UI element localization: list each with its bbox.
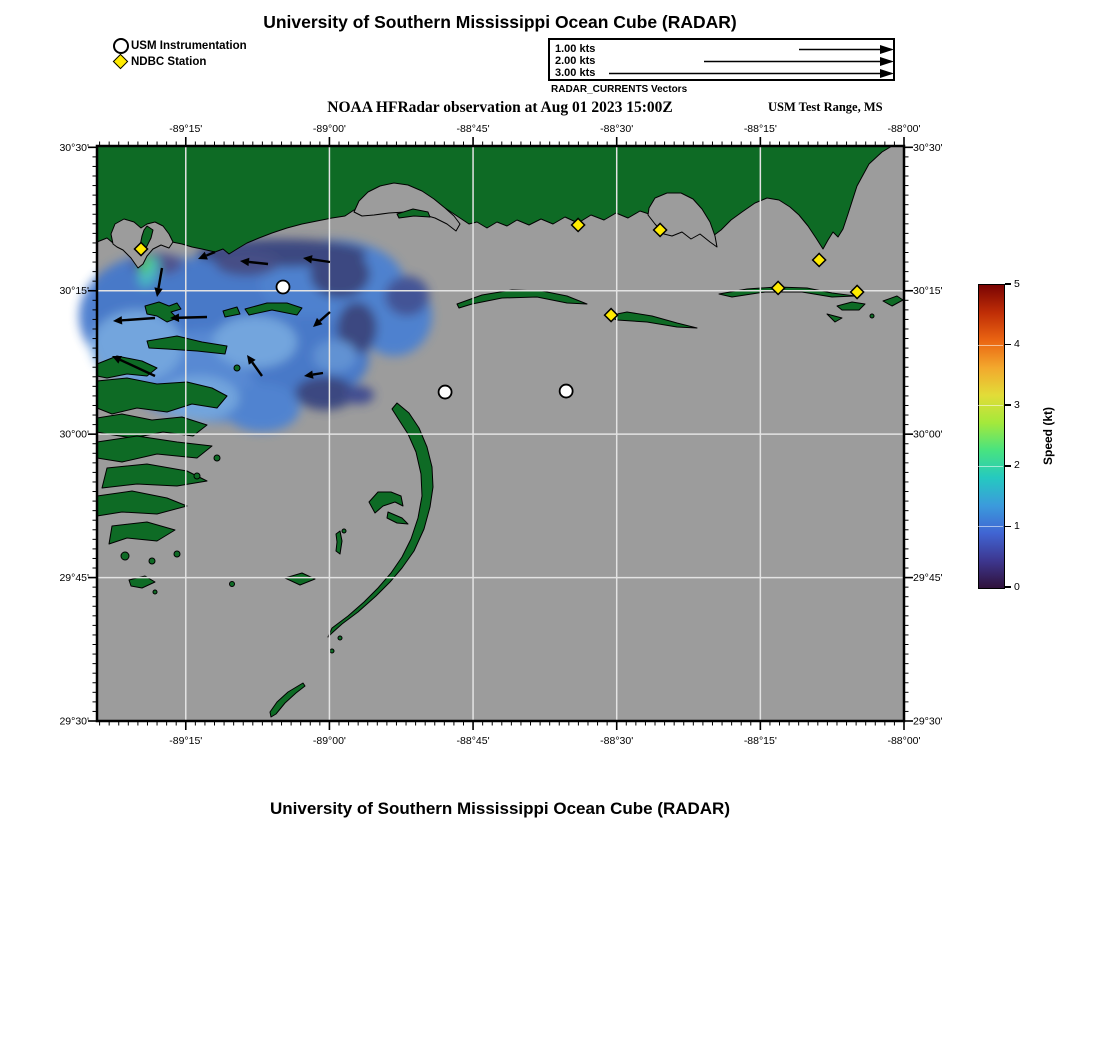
axis-tick-label: -88°30' (600, 735, 634, 747)
axis-tick-label: -88°45' (456, 735, 490, 747)
colorbar-tick-label: 2 (1014, 459, 1020, 472)
colorbar-tick-label: 5 (1014, 277, 1020, 290)
colorbar-gridline (978, 466, 1003, 467)
axis-tick-label: -88°00' (887, 735, 921, 747)
usm-instrumentation-marker (276, 281, 289, 294)
axis-tick-label: 30°15' (59, 285, 89, 298)
axis-tick-label: -88°15' (743, 123, 777, 135)
colorbar-tick (1005, 465, 1011, 467)
axis-tick-label: 29°30' (59, 715, 89, 728)
axis-tick-label: 30°00' (913, 428, 943, 441)
axis-tick-label: 29°45' (59, 572, 89, 585)
vector-scale-row-label: 1.00 kts (555, 42, 596, 55)
colorbar-gridline (978, 526, 1003, 527)
test-range-label: USM Test Range, MS (768, 100, 883, 114)
current-arrow (313, 373, 323, 375)
axis-tick-label: -89°15' (169, 735, 203, 747)
observation-subtitle: NOAA HFRadar observation at Aug 01 2023 15:00Z (327, 99, 673, 116)
axis-tick-label: -89°15' (169, 123, 203, 135)
marsh-dot (121, 552, 129, 560)
colorbar-tick-label: 0 (1014, 580, 1020, 593)
chandeleur-dot (338, 636, 342, 640)
axis-tick-label: 30°15' (913, 285, 943, 298)
current-arrow (179, 317, 207, 318)
marsh-dot (149, 558, 155, 564)
marsh-dot (194, 473, 200, 479)
ndbc-station-icon (113, 54, 129, 70)
east-islet-dot (870, 314, 874, 318)
marsh-dot (234, 365, 240, 371)
marsh-dot (174, 551, 180, 557)
colorbar-tick (1005, 344, 1011, 346)
axis-tick-label: -88°00' (887, 123, 921, 135)
colorbar-tick (1005, 526, 1011, 528)
chandeleur-dot (330, 649, 334, 653)
axis-tick-label: -89°00' (312, 123, 346, 135)
colorbar-gridline (978, 405, 1003, 406)
page-title-bottom: University of Southern Mississippi Ocean Cube (RADAR) (269, 799, 730, 818)
colorbar-tick-label: 3 (1014, 398, 1020, 411)
colorbar-tick (1005, 283, 1011, 285)
mid-island-dot (342, 529, 346, 533)
marsh-dot (214, 455, 220, 461)
colorbar-axis-label: Speed (kt) (1041, 406, 1055, 465)
legend-ndbc-label: NDBC Station (131, 56, 207, 68)
colorbar-tick (1005, 586, 1011, 588)
axis-tick-label: -88°45' (456, 123, 490, 135)
axis-tick-label: 29°30' (913, 715, 943, 728)
colorbar-tick (1005, 404, 1011, 406)
axis-tick-label: -88°30' (600, 123, 634, 135)
map-area (59, 123, 943, 747)
south-islet-dot (230, 582, 235, 587)
axis-tick-label: 30°30' (913, 141, 943, 154)
usm-instrumentation-marker (439, 386, 452, 399)
axis-tick-label: 30°00' (59, 428, 89, 441)
colorbar-tick-label: 4 (1014, 338, 1020, 351)
vector-scale-row-label: 2.00 kts (555, 54, 596, 67)
vector-scale-row-label: 3.00 kts (555, 66, 596, 79)
speed-colorbar (978, 284, 1005, 589)
vector-scale-arrows (550, 40, 892, 78)
axis-tick-label: -89°00' (312, 735, 346, 747)
legend-usm-label: USM Instrumentation (131, 40, 247, 52)
usm-instrumentation-icon (113, 38, 129, 54)
colorbar-gridline (978, 345, 1003, 346)
vector-scale-box (548, 38, 895, 81)
map-svg (59, 123, 943, 747)
usm-instrumentation-marker (560, 385, 573, 398)
axis-tick-label: 30°30' (59, 141, 89, 154)
axis-tick-label: 29°45' (913, 572, 943, 585)
page-title: University of Southern Mississippi Ocean Cube (RADAR) (263, 12, 737, 32)
south-islet-dot (153, 590, 157, 594)
colorbar-tick-label: 1 (1014, 519, 1020, 532)
vector-scale-caption: RADAR_CURRENTS Vectors (551, 84, 688, 95)
axis-tick-label: -88°15' (743, 735, 777, 747)
